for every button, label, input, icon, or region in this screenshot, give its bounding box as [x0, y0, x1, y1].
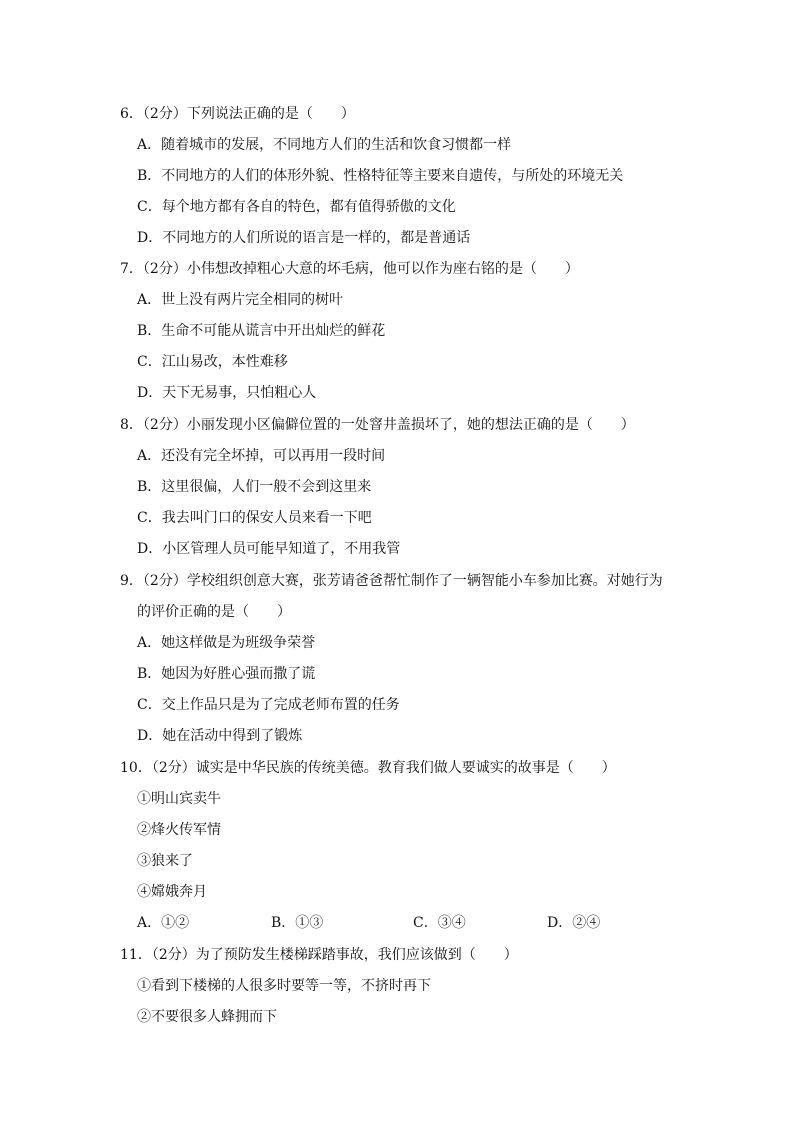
question-8-stem: 8．（2分）小丽发现小区偏僻位置的一处窨井盖损坏了，她的想法正确的是（ ）: [120, 417, 635, 433]
question-6-option-a: A．随着城市的发展，不同地方人们的生活和饮食习惯都一样: [137, 137, 512, 153]
question-10-choice-b: B．①③: [271, 915, 324, 931]
question-10-choice-d: D．②④: [547, 915, 601, 931]
question-8-option-b: B．这里很偏，人们一般不会到这里来: [137, 479, 372, 495]
question-8-option-c: C．我去叫门口的保安人员来看一下吧: [137, 510, 372, 526]
question-10-stem: 10．（2分）诚实是中华民族的传统美德。教育我们做人要诚实的故事是（ ）: [120, 760, 616, 776]
question-9-option-a: A．她这样做是为班级争荣誉: [137, 635, 316, 651]
question-9-stem-line-1: 9．（2分）学校组织创意大赛，张芳请爸爸帮忙制作了一辆智能小车参加比赛。对她行为: [120, 573, 663, 589]
question-8-option-a: A．还没有完全坏掉，可以再用一段时间: [137, 448, 386, 464]
question-7-option-c: C．江山易改，本性难移: [137, 354, 288, 370]
question-8-option-d: D．小区管理人员可能早知道了，不用我管: [137, 541, 401, 557]
question-7-option-a: A．世上没有两片完全相同的树叶: [137, 292, 344, 308]
question-6-option-d: D．不同地方的人们所说的语言是一样的，都是普通话: [137, 230, 471, 246]
question-9-stem-line-2: 的评价正确的是（ ）: [137, 604, 291, 620]
question-6-stem: 6．（2分）下列说法正确的是（ ）: [120, 106, 355, 122]
question-10-item-4: ④嫦娥奔月: [137, 884, 207, 900]
question-7-option-d: D．天下无易事，只怕粗心人: [137, 385, 317, 401]
question-7-stem: 7．（2分）小伟想改掉粗心大意的坏毛病，他可以作为座右铭的是（ ）: [120, 261, 579, 277]
question-7-option-b: B．生命不可能从谎言中开出灿烂的鲜花: [137, 323, 386, 339]
question-9-option-d: D．她在活动中得到了锻炼: [137, 728, 303, 744]
question-11-item-1: ①看到下楼梯的人很多时要等一等，不挤时再下: [137, 978, 431, 994]
question-10-item-1: ①明山宾卖牛: [137, 791, 221, 807]
question-10-choice-c: C．③④: [413, 915, 466, 931]
question-9-option-c: C．交上作品只是为了完成老师布置的任务: [137, 697, 400, 713]
question-11-stem: 11．（2分）为了预防发生楼梯踩踏事故，我们应该做到（ ）: [120, 947, 518, 963]
question-9-option-b: B．她因为好胜心强而撒了谎: [137, 666, 316, 682]
question-6-option-b: B．不同地方的人们的体形外貌、性格特征等主要来自遗传，与所处的环境无关: [137, 168, 624, 184]
question-11-item-2: ②不要很多人蜂拥而下: [137, 1009, 277, 1025]
question-10-choice-a: A．①②: [137, 915, 190, 931]
question-10-item-3: ③狼来了: [137, 853, 193, 869]
question-10-item-2: ②烽火传军情: [137, 822, 221, 838]
question-6-option-c: C．每个地方都有各自的特色，都有值得骄傲的文化: [137, 199, 456, 215]
